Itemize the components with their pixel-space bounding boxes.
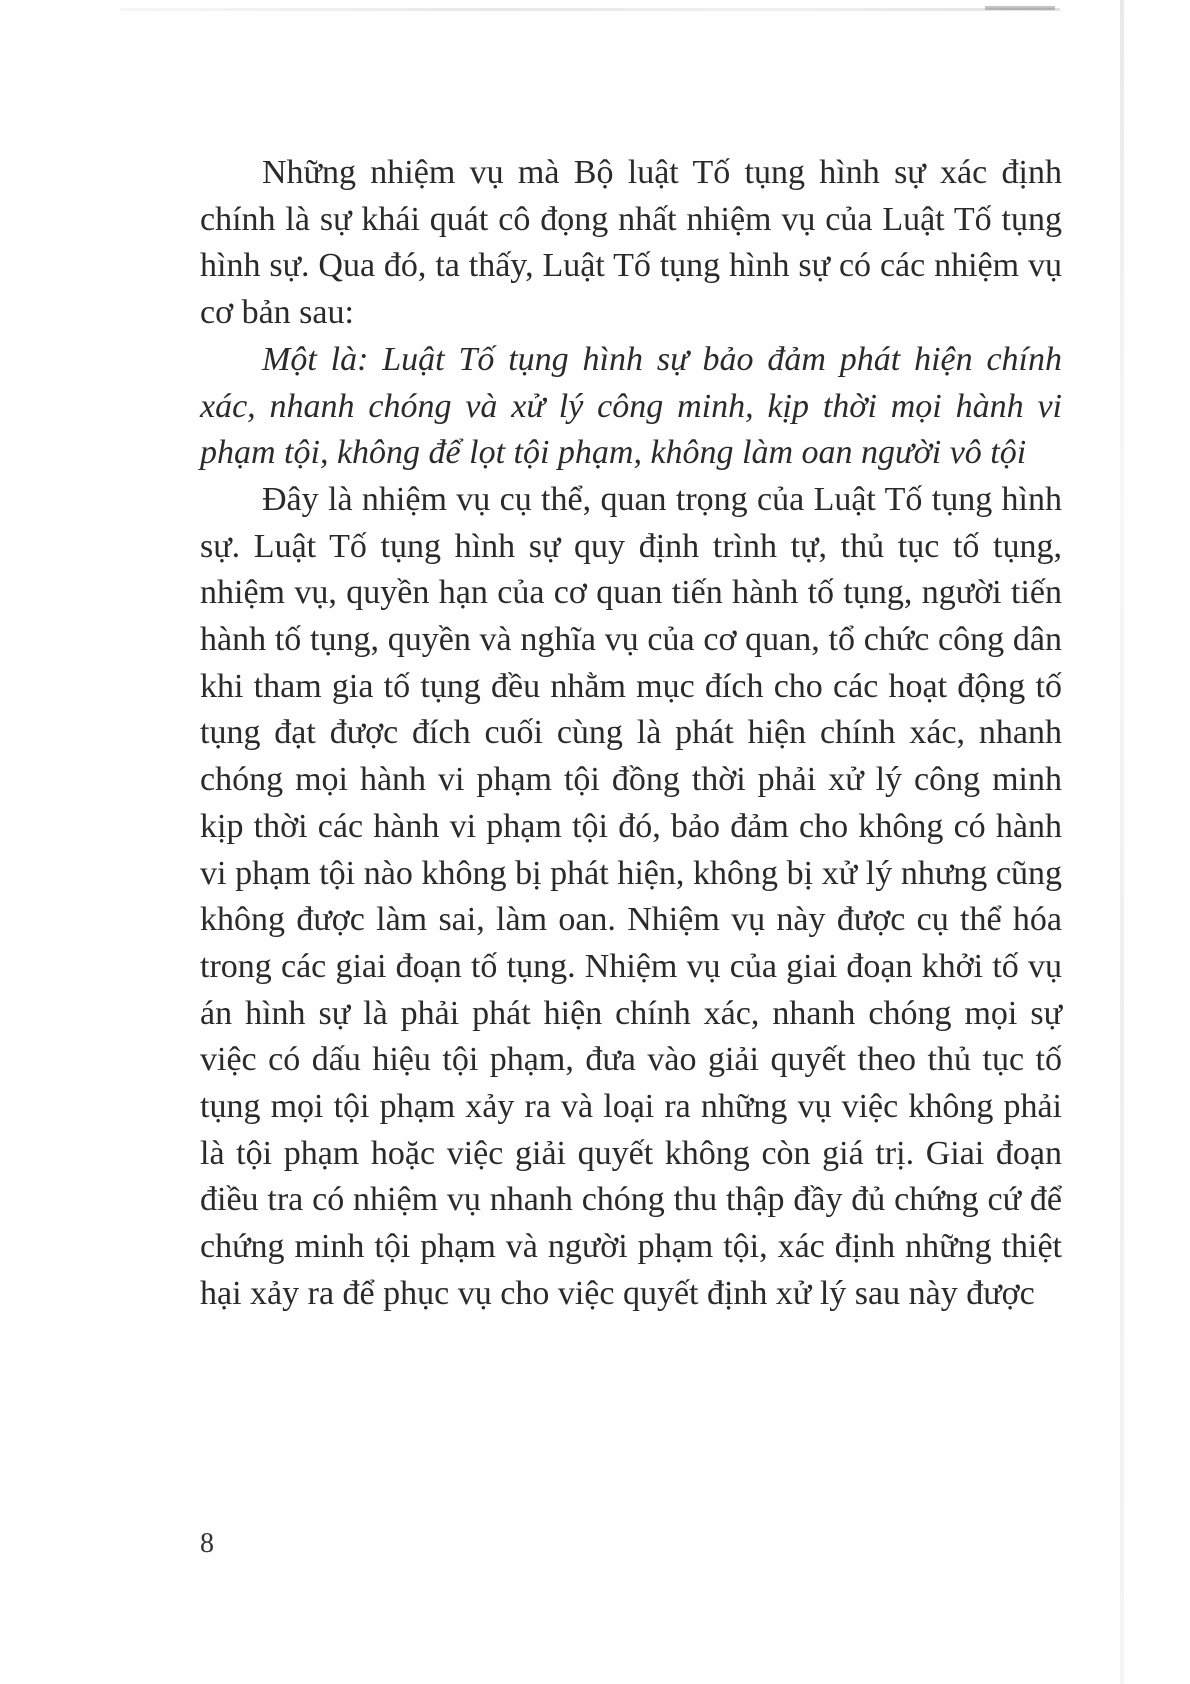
paragraph-intro: Những nhiệm vụ mà Bộ luật Tố tụng hình sự xác định chính là sự khái quát cô đọng nhất nhiệm vụ của Luật Tố tụng hình sự. Qua đó, ta thấy, Luật Tố tụng hình sự có các nhiệm vụ cơ bản sau: <box>200 154 1062 332</box>
paragraph-task-one: Một là: Luật Tố tụng hình sự bảo đảm phát hiện chính xác, nhanh chóng và xử lý công minh, kịp thời mọi hành vi phạm tội, không để lọt tội phạm, không làm oan người vô tội <box>200 340 1062 472</box>
scan-edge-mark <box>985 6 1055 10</box>
page-number: 8 <box>200 1528 214 1559</box>
scan-edge-right <box>1120 0 1124 1684</box>
body-text <box>200 150 1062 1318</box>
paragraph-explanation: Đây là nhiệm vụ cụ thể, quan trọng của Luật Tố tụng hình sự. Luật Tố tụng hình sự quy định trình tự, thủ tục tố tụng, nhiệm vụ, quyền hạn của cơ quan tiến hành tố tụng, người tiến hành tố tụng, quyền và nghĩa vụ của cơ quan, tổ chức công dân khi tham gia tố tụng đều nhằm mục đích cho các hoạt động tố tụng đạt được đích cuối cùng là phát hiện chính xác, nhanh chóng mọi hành vi phạm tội đồng thời phải xử lý công minh kịp thời các hành vi phạm tội đó, bảo đảm cho không có hành vi phạm tội nào không bị phát hiện, không bị xử lý nhưng cũng không được làm sai, làm oan. Nhiệm vụ này được cụ thể hóa trong các giai đoạn tố tụng. Nhiệm vụ của giai đoạn khởi tố vụ án hình sự là phải phát hiện chính xác, nhanh chóng mọi sự việc có dấu hiệu tội phạm, đưa vào giải quyết theo thủ tục tố tụng mọi tội phạm xảy ra và loại ra những vụ việc không phải là tội phạm hoặc việc giải quyết không còn giá trị. Giai đoạn điều tra có nhiệm vụ nhanh chóng thu thập đầy đủ chứng cứ để chứng minh tội phạm và người phạm tội, xác định những thiệt hại xảy ra để phục vụ cho việc quyết định xử lý sau này được <box>200 480 1062 1312</box>
scan-edge-top <box>120 8 1060 11</box>
